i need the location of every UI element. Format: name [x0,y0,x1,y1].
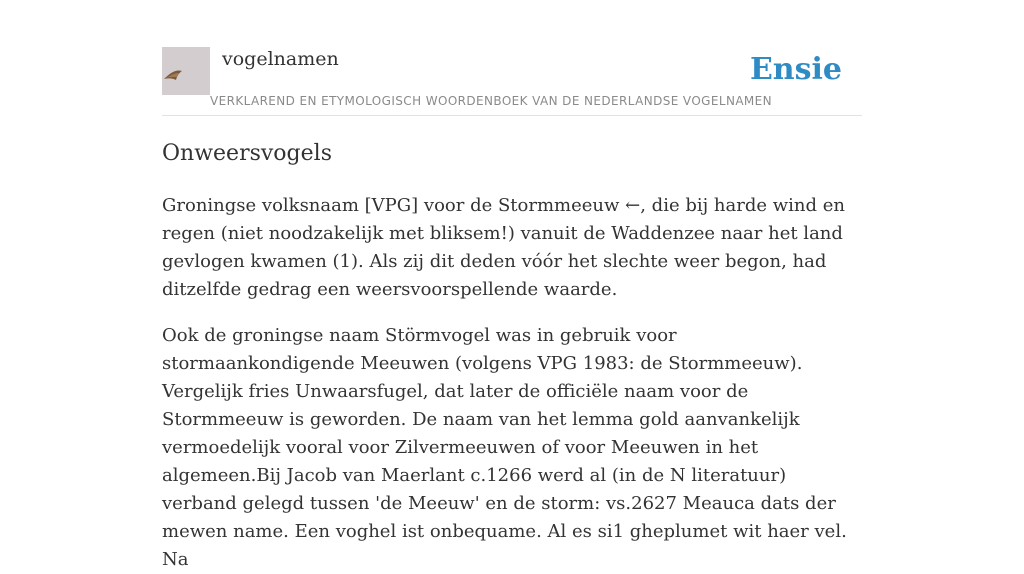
ensie-logo-link[interactable]: Ensie [749,52,842,87]
article-paragraph-2: Ook de groningse naam Störmvogel was in gebruik voor stormaankondigende Meeuwen (volgens VPG 1983: de Stormmeeuw). Vergelijk fries Unwaarsfugel, dat later de officiële naam voor de Stormmeeuw is geworden. De naam van het lemma gold aanvankelijk vermoedelijk vooral voor Zilvermeeuwen of voor Meeuwen in het algemeen.Bij Jacob van Maerlant c.1266 werd al (in de N literatuur) verband gelegd tussen 'de Meeuw' en de storm: vs.2627 Meauca dats der mewen name. Een voghel ist onbequame. Al es si1 gheplumet wit haer vel. Na [162,325,847,570]
article-paragraph-1: Groningse volksnaam [VPG] voor de Stormmeeuw ←, die bij harde wind en regen (niet noodzakelijk met bliksem!) vanuit de Waddenzee naar het land gevlogen kwamen (1). Als zij dit deden vóór het slechte weer begon, had ditzelfde gedrag een weersvoorspellende waarde. [162,195,845,300]
page-title: Onweersvogels [162,141,332,166]
site-header [162,44,862,116]
article [162,138,862,574]
site-tagline: VERKLAREND EN ETYMOLOGISCH WOORDENBOEK VAN DE NEDERLANDSE VOGELNAMEN [210,94,773,108]
site-name[interactable]: vogelnamen [222,48,339,70]
bird-photo-icon[interactable] [162,47,210,95]
